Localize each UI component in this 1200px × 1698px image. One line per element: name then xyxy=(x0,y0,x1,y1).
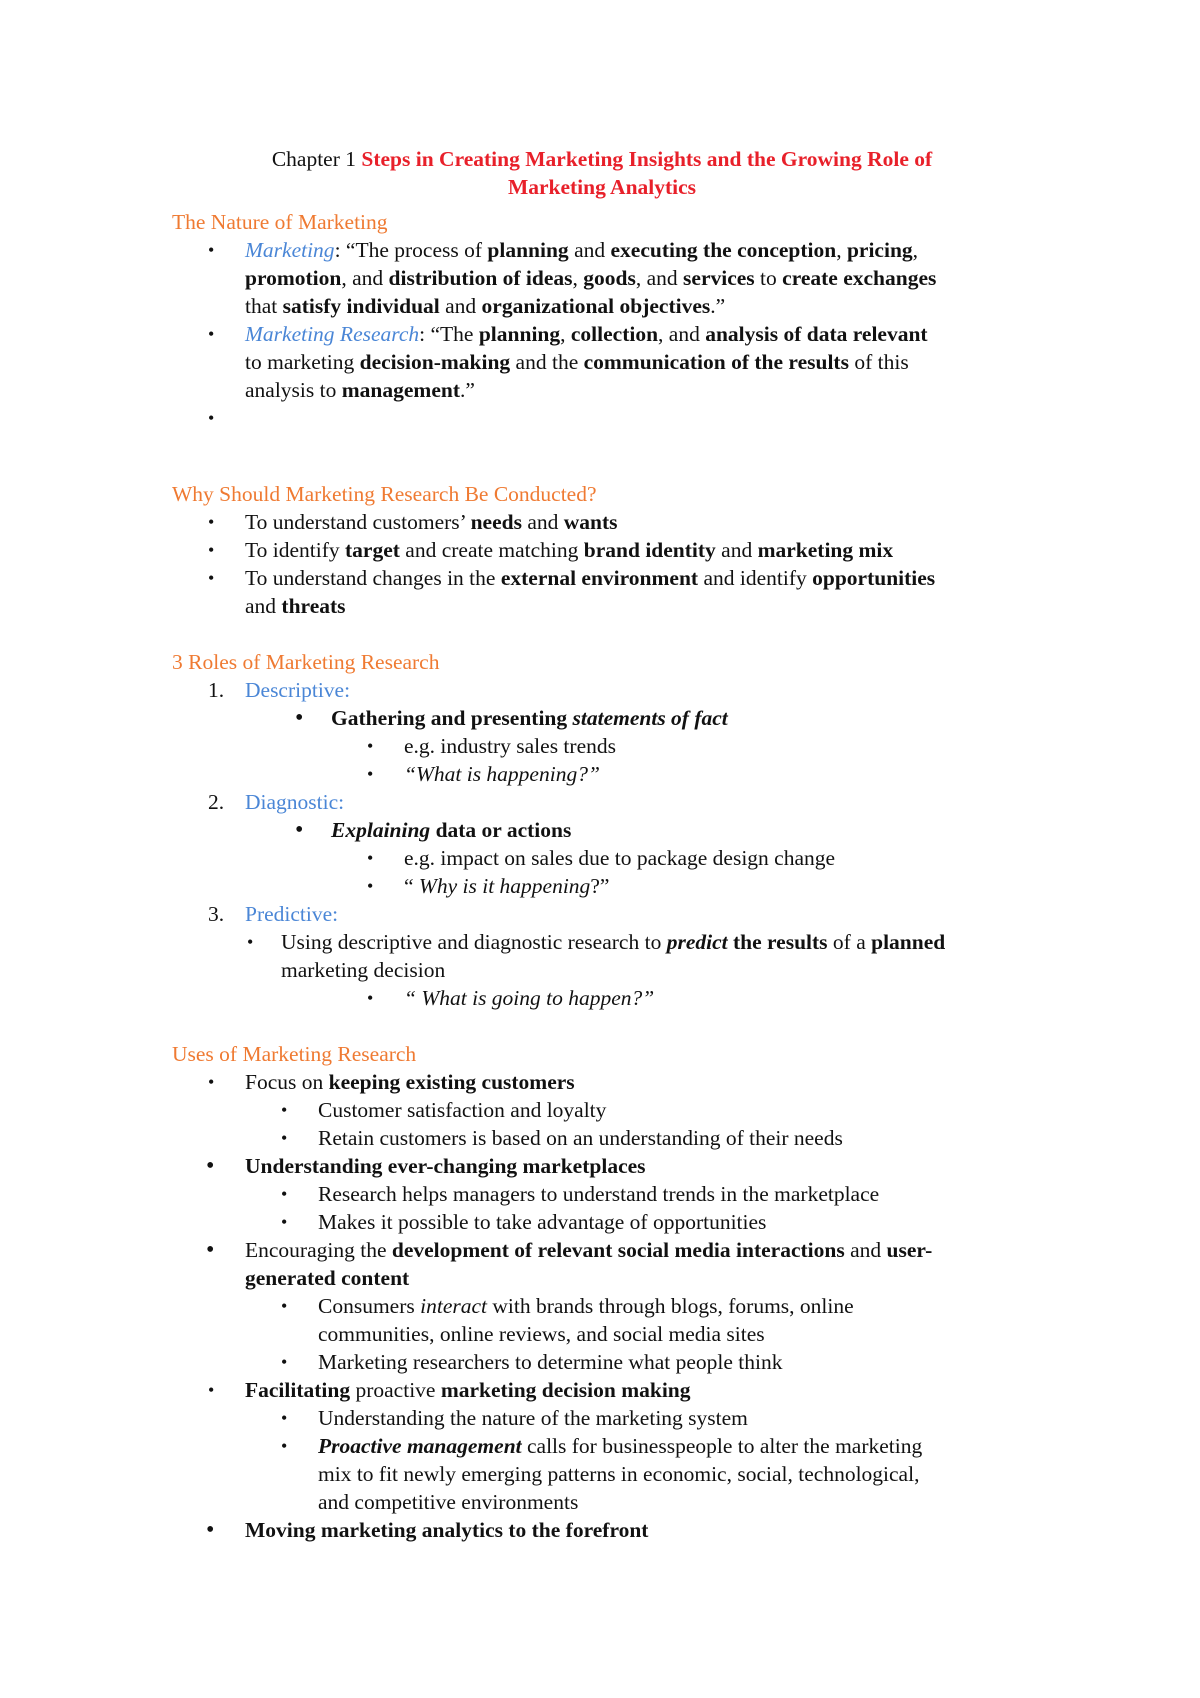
role-descriptive-label: Descriptive: xyxy=(245,678,351,702)
bullet-icon: • xyxy=(208,1072,215,1092)
bullet-icon: • xyxy=(281,1128,288,1148)
bullet-icon: • xyxy=(208,540,215,560)
bullet-icon: • xyxy=(208,324,215,344)
heading-roles: 3 Roles of Marketing Research xyxy=(172,650,440,674)
uses-item-4-sub-1: Understanding the nature of the marketing system xyxy=(318,1406,748,1430)
why-item-3-line2: and threats xyxy=(245,594,346,618)
uses-item-1-sub-2: Retain customers is based on an understanding of their needs xyxy=(318,1126,843,1150)
bullet-icon: • xyxy=(281,1212,288,1232)
number-2: 2. xyxy=(208,790,225,814)
marketing-definition-line1: Marketing: “The process of planning and executing the conception, pricing, xyxy=(245,238,919,262)
bullet-icon: • xyxy=(281,1436,288,1456)
uses-item-2-sub-1: Research helps managers to understand trends in the marketplace xyxy=(318,1182,880,1206)
bullet-icon: • xyxy=(281,1408,288,1428)
uses-item-4-sub-2-line3: and competitive environments xyxy=(318,1490,579,1514)
uses-item-3-sub-1-line1: Consumers interact with brands through blogs, forums, online xyxy=(318,1294,854,1318)
marketing-definition-line2: promotion, and distribution of ideas, goods, and services to create exchanges xyxy=(245,266,937,290)
chapter-title: Chapter 1 Steps in Creating Marketing Insights and the Growing Role of Marketing Analytics xyxy=(271,147,933,199)
marketing-definition-line3: that satisfy individual and organizational objectives.” xyxy=(245,294,726,318)
role-predictive-label: Predictive: xyxy=(245,902,339,926)
uses-item-3-sub-2: Marketing researchers to determine what people think xyxy=(318,1350,783,1374)
descriptive-main: Gathering and presenting statements of fact xyxy=(331,706,728,730)
title-red-line2: Marketing Analytics xyxy=(507,175,697,199)
bullet-icon: • xyxy=(281,1184,288,1204)
bullet-icon: • xyxy=(281,1296,288,1316)
bullet-icon: • xyxy=(206,1153,215,1179)
bullet-icon: • xyxy=(367,988,374,1008)
uses-item-3-line1: Encouraging the development of relevant social media interactions and user- xyxy=(245,1238,933,1262)
bullet-icon: • xyxy=(206,1517,215,1543)
why-item-3-line1: To understand changes in the external environment and identify opportunities xyxy=(245,566,936,590)
heading-why-research: Why Should Marketing Research Be Conducted? xyxy=(172,482,597,506)
why-item-1: To understand customers’ needs and wants xyxy=(245,510,618,534)
number-1: 1. xyxy=(208,678,225,702)
why-item-2: To identify target and create matching brand identity and marketing mix xyxy=(245,538,894,562)
uses-item-4-sub-2-line2: mix to fit newly emerging patterns in economic, social, technological, xyxy=(318,1462,920,1486)
uses-item-2-sub-2: Makes it possible to take advantage of opportunities xyxy=(318,1210,767,1234)
bullet-icon: • xyxy=(295,705,304,731)
diagnostic-sub-1: e.g. impact on sales due to package design change xyxy=(404,846,836,870)
predictive-line1: Using descriptive and diagnostic research to predict the results of a planned xyxy=(281,930,946,954)
bullet-icon: • xyxy=(247,932,254,952)
bullet-icon: • xyxy=(208,1380,215,1400)
bullet-icon: • xyxy=(295,817,304,843)
bullet-icon: • xyxy=(206,1237,215,1263)
descriptive-sub-1: e.g. industry sales trends xyxy=(404,734,616,758)
bullet-icon: • xyxy=(367,736,374,756)
heading-nature-of-marketing: The Nature of Marketing xyxy=(172,210,388,234)
bullet-icon: • xyxy=(208,240,215,260)
number-3: 3. xyxy=(208,902,225,926)
bullet-icon: • xyxy=(208,568,215,588)
predictive-line2: marketing decision xyxy=(281,958,446,982)
diagnostic-main: Explaining data or actions xyxy=(331,818,572,842)
bullet-icon: • xyxy=(281,1352,288,1372)
heading-uses: Uses of Marketing Research xyxy=(172,1042,417,1066)
uses-item-3-sub-1-line2: communities, online reviews, and social media sites xyxy=(318,1322,765,1346)
uses-item-1-sub-1: Customer satisfaction and loyalty xyxy=(318,1098,607,1122)
role-diagnostic-label: Diagnostic: xyxy=(245,790,345,814)
research-definition-line3: analysis to management.” xyxy=(245,378,475,402)
uses-item-4-sub-2-line1: Proactive management calls for businesspeople to alter the marketing xyxy=(318,1434,923,1458)
uses-item-4: Facilitating proactive marketing decision making xyxy=(245,1378,691,1402)
descriptive-sub-2: “What is happening?” xyxy=(404,762,600,786)
bullet-icon: • xyxy=(281,1100,288,1120)
empty-bullet-icon: • xyxy=(208,408,215,428)
research-definition-line2: to marketing decision-making and the communication of the results of this xyxy=(245,350,909,374)
uses-item-2: Understanding ever-changing marketplaces xyxy=(245,1154,646,1178)
bullet-icon: • xyxy=(367,848,374,868)
uses-item-3-line2: generated content xyxy=(245,1266,410,1290)
bullet-icon: • xyxy=(208,512,215,532)
uses-item-5: Moving marketing analytics to the forefront xyxy=(245,1518,649,1542)
predictive-sub-1: “ What is going to happen?” xyxy=(404,986,655,1010)
research-definition-line1: Marketing Research: “The planning, collection, and analysis of data relevant xyxy=(245,322,928,346)
bullet-icon: • xyxy=(367,764,374,784)
title-red-line1: Steps in Creating Marketing Insights and the Growing Role of xyxy=(361,147,933,171)
bullet-icon: • xyxy=(367,876,374,896)
uses-item-1: Focus on keeping existing customers xyxy=(245,1070,575,1094)
diagnostic-sub-2: “ Why is it happening?” xyxy=(404,874,610,898)
